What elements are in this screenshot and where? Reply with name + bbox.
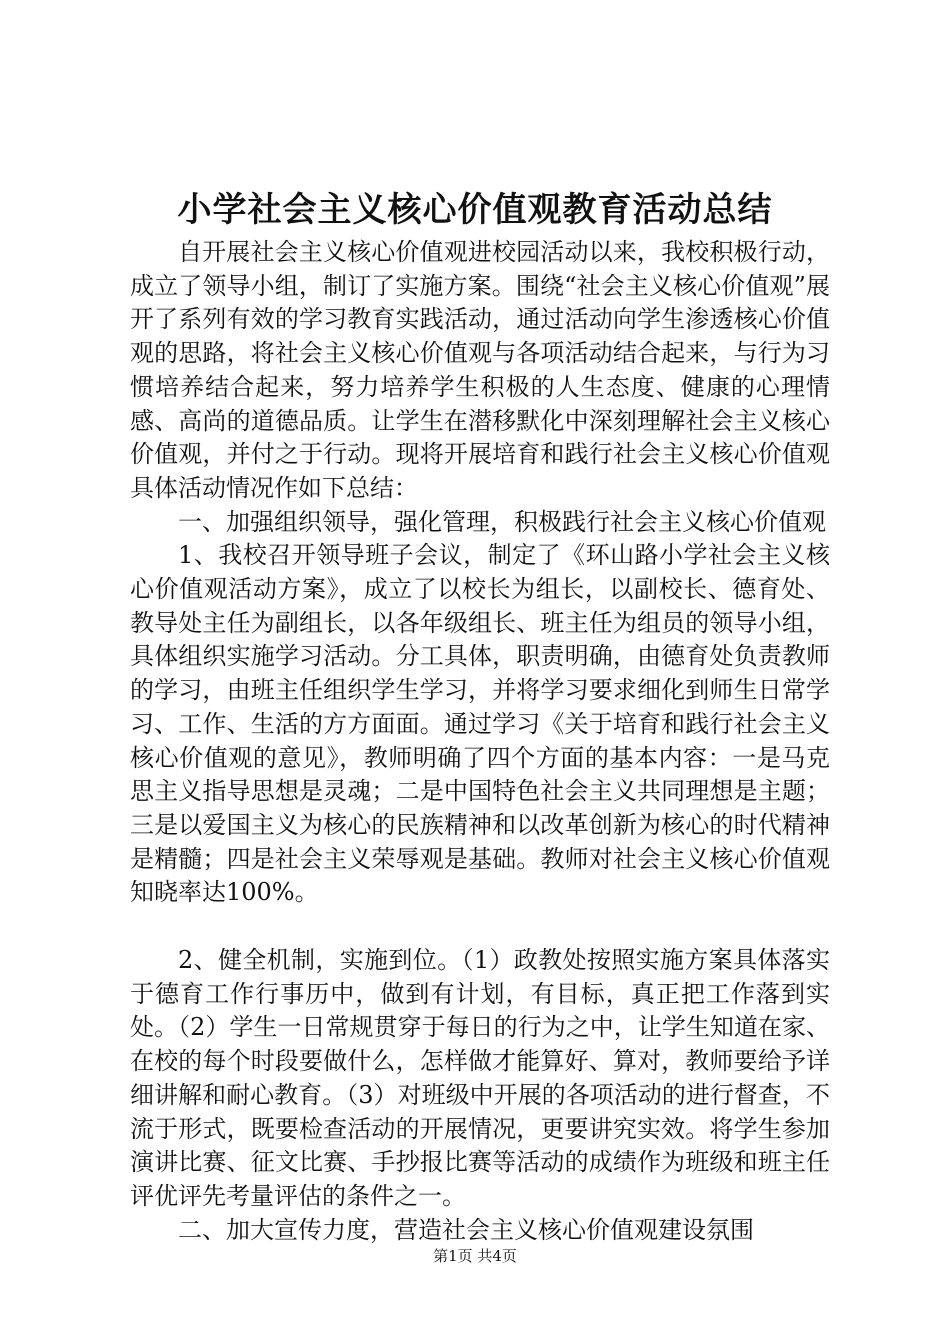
document-title: 小学社会主义核心价值观教育活动总结 [177,190,773,230]
section-heading-2: 二、加大宣传力度，营造社会主义核心价值观建设氛围 [178,1215,754,1244]
page-number-footer: 第1页 共4页 [433,1247,517,1265]
section-heading-1: 一、加强组织领导，强化管理，积极践行社会主义核心价值观 [178,507,826,536]
body-paragraph-2: 2、健全机制，实施到位。（1）政教处按照实施方案具体落实于德育工作行事历中，做到有计划，有目标，真正把工作落到实处。（2）学生一日常规贯穿于每日的行为之中，让学生知道在家、在校的每个时段要做什么，怎样做才能算好、算对，教师要给予详细讲解和耐心教育。（3）对班级中开展的各项活动的进行督查，不流于形式，既要检查活动的开展情况，更要讲究实效。将学生参加演讲比赛、征文比赛、手抄报比赛等活动的成绩作为班级和班主任评优评先考量评估的条件之一。 [130,946,830,1210]
document-body [130,236,830,1247]
intro-paragraph: 自开展社会主义核心价值观进校园活动以来，我校积极行动，成立了领导小组，制订了实施方案。围绕“社会主义核心价值观”展开了系列有效的学习教育实践活动，通过活动向学生渗透核心价值观的思路，将社会主义核心价值观与各项活动结合起来，与行为习惯培养结合起来，努力培养学生积极的人生态度、健康的心理情感、高尚的道德品质。让学生在潜移默化中深刻理解社会主义核心价值观，并付之于行动。现将开展培育和践行社会主义核心价值观具体活动情况作如下总结： [130,238,830,502]
body-paragraph-1: 1、我校召开领导班子会议，制定了《环山路小学社会主义核心价值观活动方案》，成立了以校长为组长，以副校长、德育处、教导处主任为副组长，以各年级组长、班主任为组员的领导小组，具体组织实施学习活动。分工具体，职责明确，由德育处负责教师的学习，由班主任组织学生学习，并将学习要求细化到师生日常学习、工作、生活的方方面面。通过学习《关于培育和践行社会主义核心价值观的意见》，教师明确了四个方面的基本内容：一是马克思主义指导思想是灵魂；二是中国特色社会主义共同理想是主题；三是以爱国主义为核心的民族精神和以改革创新为核心的时代精神是精髓；四是社会主义荣辱观是基础。教师对社会主义核心价值观知晓率达100%。 [130,541,830,907]
